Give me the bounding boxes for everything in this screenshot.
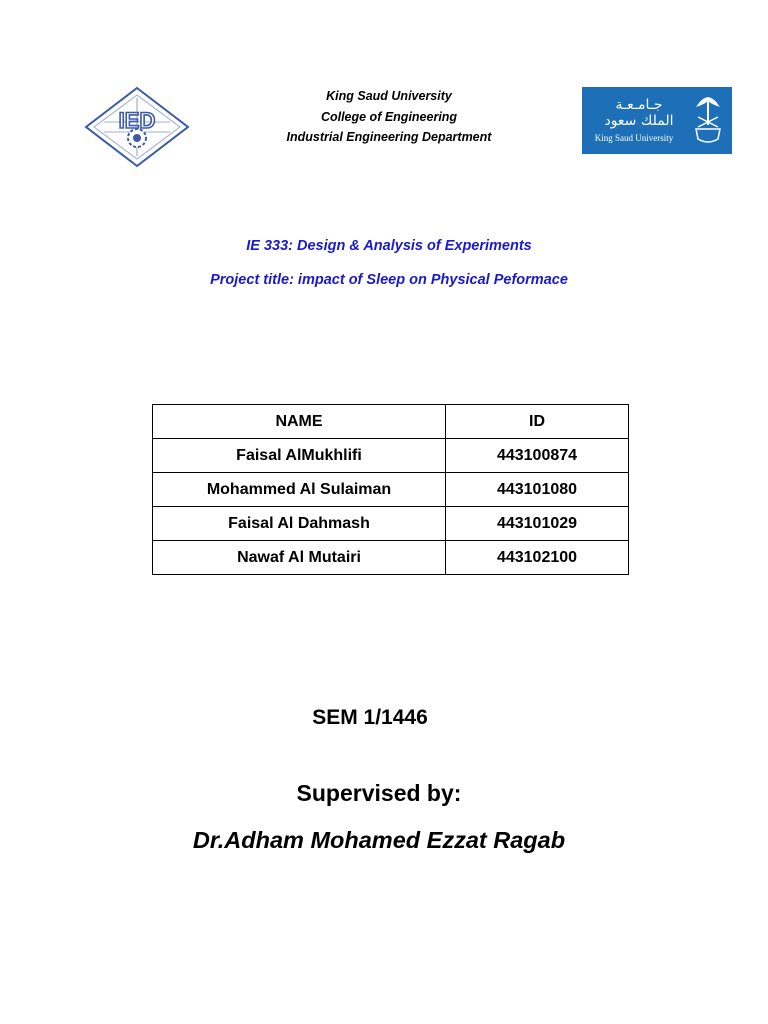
svg-text:جـامـعـة: جـامـعـة [615,97,663,113]
university-name: King Saud University [326,89,452,103]
college-name: College of Engineering [320,110,458,124]
ksu-logo-english: King Saud University [594,133,674,143]
student-id: 443100874 [446,439,629,473]
supervised-by-label: Supervised by: [296,780,462,806]
student-id: 443101029 [446,507,629,541]
student-table [152,404,629,575]
department-name: Industrial Engineering Department [286,130,492,144]
student-name: Faisal AlMukhlifi [153,439,446,473]
semester-label: SEM 1/1446 [312,706,428,729]
course-title: IE 333: Design & Analysis of Experiments [246,238,532,254]
name-column-header: NAME [153,405,446,439]
student-id: 443101080 [446,473,629,507]
table-header-row [153,405,629,439]
ied-logo-text: IED [118,108,156,133]
student-name: Nawaf Al Mutairi [153,541,446,575]
project-title: Project title: impact of Sleep on Physical Peformace [210,272,568,288]
student-name: Faisal Al Dahmash [153,507,446,541]
student-name: Mohammed Al Sulaiman [153,473,446,507]
id-column-header: ID [446,405,629,439]
student-id: 443102100 [446,541,629,575]
supervisor-name: Dr.Adham Mohamed Ezzat Ragab [192,827,566,853]
table-row [153,473,629,507]
table-row [153,507,629,541]
table-row [153,541,629,575]
svg-text:الملك سعود: الملك سعود [604,113,674,129]
table-row [153,439,629,473]
